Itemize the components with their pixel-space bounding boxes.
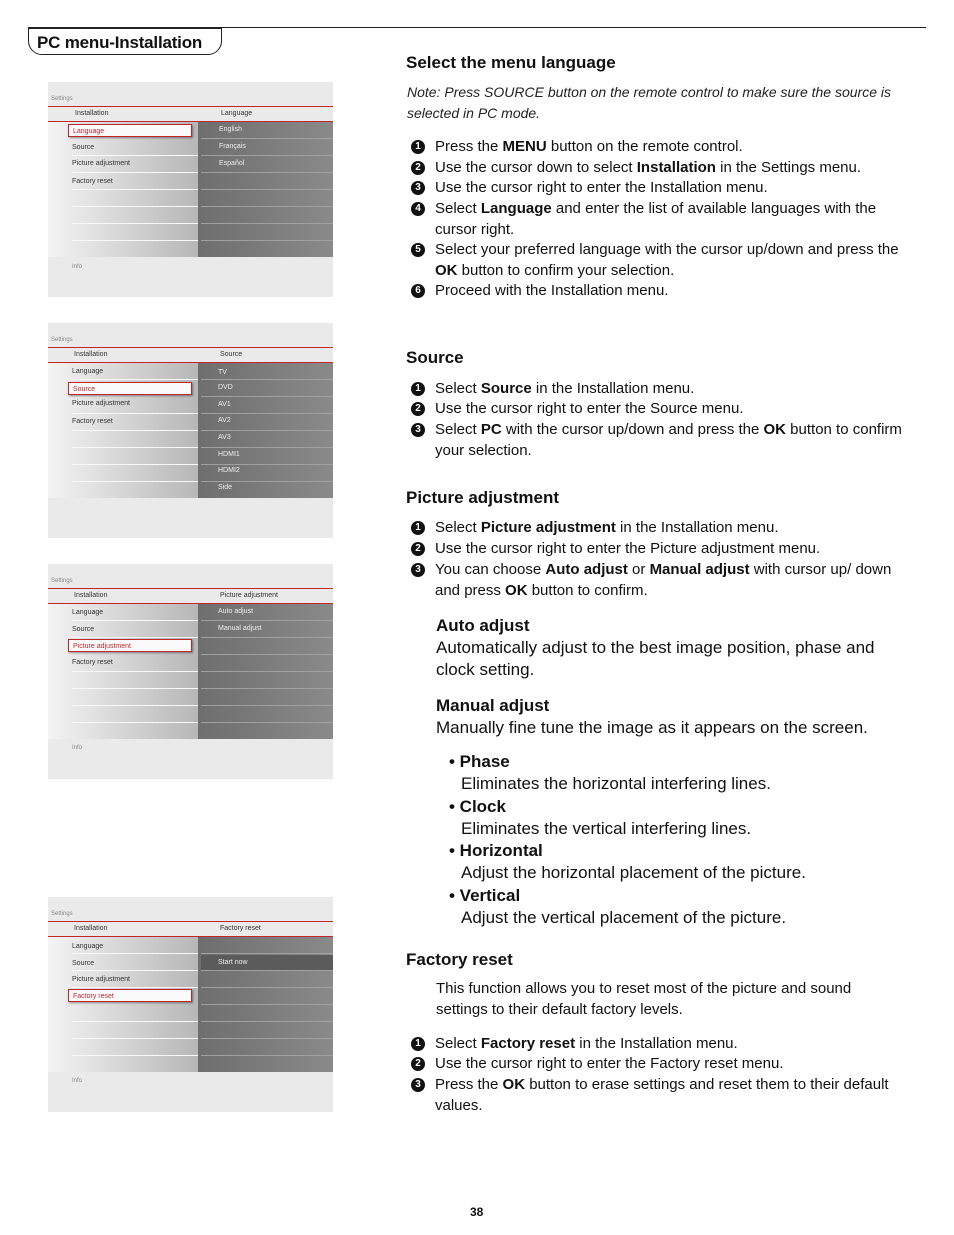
step-number: 1 [411,1037,425,1051]
option-av3[interactable]: AV3 [218,434,231,441]
bullet-heading: • Vertical [449,886,521,905]
row-line [201,654,333,655]
step-number: 1 [411,521,425,535]
col-installation: Installation [74,351,108,358]
left-menu [48,604,198,739]
menu-item-language[interactable]: Language [72,609,104,616]
row-line [201,637,333,638]
lang-step-5: 5 Select your preferred language with the cursor up/down and press the OK button to confirm your selection. [411,240,916,281]
lang-step-1: 1 Press the MENU button on the remote control. [411,137,916,158]
lang-step-6: 6 Proceed with the Installation menu. [411,281,916,302]
menu-item-language[interactable]: Language [68,124,192,137]
row-line [72,637,198,638]
option-francais[interactable]: Français [219,143,246,150]
row-line [201,447,333,448]
row-line [201,987,333,988]
menu-item-language[interactable]: Language [72,368,104,375]
header-line [48,588,333,589]
manual-adjust-heading: Manual adjust [436,696,550,715]
row-line [201,206,333,207]
row-line [201,688,333,689]
row-line [201,155,333,156]
menu-item-language[interactable]: Language [72,943,104,950]
option-english[interactable]: English [219,126,242,133]
step-number: 1 [411,382,425,396]
row-line [201,240,333,241]
bullet-description: Eliminates the horizontal interfering lines. [461,774,771,793]
auto-adjust-description: Automatically adjust to the best image position, phase and clock setting. [436,638,875,679]
auto-adjust-heading: Auto adjust [436,616,530,635]
row-line [201,705,333,706]
col-installation: Installation [74,925,108,932]
source-step-1: 1 Select Source in the Installation menu. [411,379,916,400]
row-line [72,620,198,621]
row-line [201,481,333,482]
bullet-phase [449,751,909,795]
row-line [72,413,198,414]
step-number: 5 [411,243,425,257]
menu-screenshot-picture-adjustment [48,564,333,779]
step-number: 2 [411,402,425,416]
settings-label: Settings [51,96,73,102]
row-line [201,620,333,621]
step-number: 3 [411,423,425,437]
row-line [201,430,333,431]
menu-screenshot-source [48,323,333,538]
heading-factory-reset: Factory reset [406,950,513,969]
option-dvd[interactable]: DVD [218,384,233,391]
menu-screenshot-factory-reset [48,897,333,1112]
right-menu [198,122,333,257]
info-label: Info [72,264,83,270]
heading-select-language: Select the menu language [406,53,616,72]
row-line [72,464,198,465]
row-line [72,1055,198,1056]
menu-item-picture-adjustment[interactable]: Picture adjustment [68,639,192,652]
row-line [72,240,198,241]
source-step-3: 3 Select PC with the cursor up/down and press the OK button to confirm your selection. [411,420,916,461]
row-line [201,1004,333,1005]
settings-label: Settings [51,578,73,584]
factory-step-3: 3 Press the OK button to erase settings and reset them to their default values. [411,1075,916,1116]
row-line [72,430,198,431]
info-label: Info [72,745,83,751]
menu-item-source[interactable]: Source [72,144,95,151]
step-number: 3 [411,181,425,195]
factory-step-1: 1 Select Factory reset in the Installation menu. [411,1034,916,1055]
col-language: Language [221,110,253,117]
row-line [201,172,333,173]
step-number: 1 [411,140,425,154]
row-line [201,1055,333,1056]
row-line [72,688,198,689]
option-av2[interactable]: AV2 [218,417,231,424]
row-line [72,379,198,380]
menu-item-picture-adjustment[interactable]: Picture adjustment [72,400,130,407]
picture-step-3: 3 You can choose Auto adjust or Manual adjust with cursor up/ down and press OK button to confirm. [411,560,916,601]
row-line [201,1038,333,1039]
row-line [201,722,333,723]
step-number: 3 [411,563,425,577]
step-number: 4 [411,202,425,216]
row-line [72,671,198,672]
lang-step-3: 3 Use the cursor right to enter the Installation menu. [411,178,916,199]
option-av1[interactable]: AV1 [218,401,231,408]
col-source: Source [220,351,243,358]
step-number: 2 [411,542,425,556]
lang-step-2: 2 Use the cursor down to select Installation in the Settings menu. [411,158,916,179]
heading-source: Source [406,348,464,367]
row-line [201,464,333,465]
page-number: 38 [470,1205,484,1219]
row-line [72,705,198,706]
header-line [48,347,333,348]
left-menu [48,937,198,1072]
row-line [72,206,198,207]
bullet-heading: • Clock [449,797,506,816]
row-line [201,138,333,139]
left-menu [48,363,198,498]
menu-item-source[interactable]: Source [68,382,192,395]
bullet-horizontal [449,840,909,884]
header-line [48,921,333,922]
row-line [72,953,198,954]
page-title: PC menu-Installation [28,28,222,55]
manual-adjust-section [436,695,916,739]
auto-adjust-section [436,615,916,681]
row-line [72,172,198,173]
menu-item-factory-reset[interactable]: Factory reset [72,659,113,666]
settings-label: Settings [51,911,73,917]
row-line [201,223,333,224]
right-menu [198,604,333,739]
row-line [72,447,198,448]
row-line [72,722,198,723]
heading-picture-adjustment: Picture adjustment [406,488,560,507]
row-line [201,671,333,672]
menu-item-factory-reset[interactable]: Factory reset [72,418,113,425]
step-number: 2 [411,1057,425,1071]
row-line [201,970,333,971]
row-line [201,413,333,414]
option-hdmi2[interactable]: HDMI2 [218,467,240,474]
option-start-now[interactable]: Start now [201,955,333,970]
lang-step-4: 4 Select Language and enter the list of available languages with the cursor right. [411,199,916,240]
step-number: 6 [411,284,425,298]
menu-item-picture-adjustment[interactable]: Picture adjustment [72,976,130,983]
bullet-description: Eliminates the vertical interfering lines. [461,819,752,838]
col-installation: Installation [75,110,109,117]
row-line [72,223,198,224]
picture-step-2: 2 Use the cursor right to enter the Picture adjustment menu. [411,539,916,560]
row-line [201,396,333,397]
step-number: 3 [411,1078,425,1092]
option-espanol[interactable]: Español [219,160,245,167]
info-label: Info [72,1078,83,1084]
row-line [72,155,198,156]
manual-adjust-description: Manually fine tune the image as it appears on the screen. [436,718,868,737]
menu-item-source[interactable]: Source [72,626,95,633]
note-source-pc: Note: Press SOURCE button on the remote control to make sure the source is selected in PC mode. [407,84,891,121]
menu-screenshot-language [48,82,333,297]
right-menu [198,937,333,1072]
row-line [72,189,198,190]
factory-step-2: 2 Use the cursor right to enter the Factory reset menu. [411,1054,916,1075]
row-line [201,953,333,954]
bullet-heading: • Horizontal [449,841,543,860]
row-line [72,481,198,482]
bullet-heading: • Phase [449,752,510,771]
row-line [72,1021,198,1022]
row-line [201,379,333,380]
menu-item-factory-reset[interactable]: Factory reset [72,178,113,185]
factory-intro: This function allows you to reset most of the picture and sound settings to their default factory levels. [436,980,852,1018]
row-line [201,1021,333,1022]
option-hdmi1[interactable]: HDMI1 [218,451,240,458]
bullet-clock [449,796,909,840]
row-line [72,987,198,988]
settings-label: Settings [51,337,73,343]
picture-step-1: 1 Select Picture adjustment in the Installation menu. [411,518,916,539]
row-line [201,189,333,190]
row-line [72,970,198,971]
bullet-description: Adjust the horizontal placement of the picture. [461,863,806,882]
right-menu [198,363,333,498]
menu-item-source[interactable]: Source [72,960,95,967]
option-auto-adjust[interactable]: Auto adjust [218,608,254,615]
header-line [48,106,333,107]
row-line [72,1038,198,1039]
step-number: 2 [411,161,425,175]
option-side[interactable]: Side [218,484,233,491]
source-step-2: 2 Use the cursor right to enter the Source menu. [411,399,916,420]
menu-item-factory-reset[interactable]: Factory reset [68,989,192,1002]
option-tv[interactable]: TV [218,369,227,376]
col-factory-reset: Factory reset [220,925,261,932]
option-manual-adjust[interactable]: Manual adjust [218,625,262,632]
menu-item-picture-adjustment[interactable]: Picture adjustment [72,160,130,167]
col-picture-adjustment: Picture adjustment [220,592,278,599]
left-menu [48,122,198,257]
bullet-vertical [449,885,909,929]
col-installation: Installation [74,592,108,599]
bullet-description: Adjust the vertical placement of the picture. [461,908,787,927]
